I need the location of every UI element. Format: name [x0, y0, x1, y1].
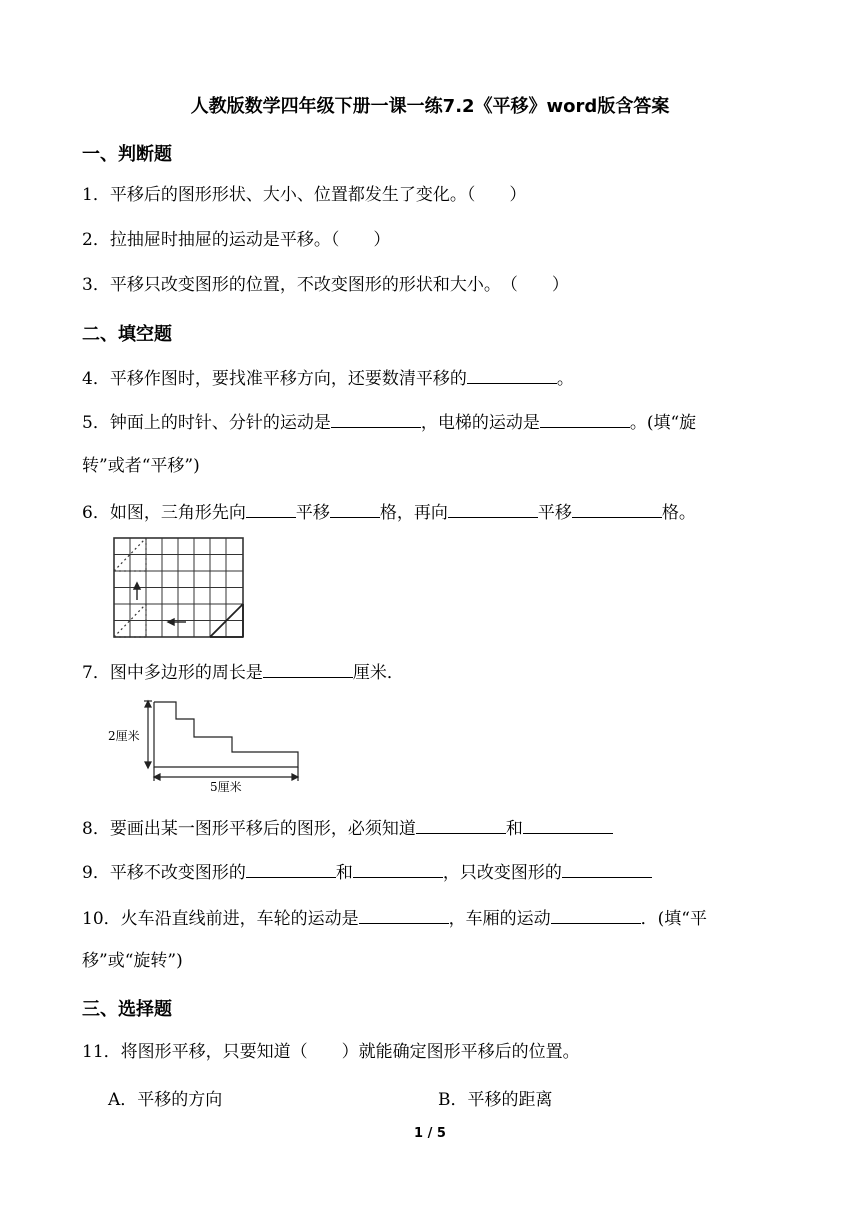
question-text: ，车厢的运动 [448, 909, 551, 929]
question-text: 平移只改变图形的位置，不改变图形的形状和大小。 （ ） [109, 275, 569, 295]
answer-blank[interactable] [246, 499, 296, 518]
section-heading-choice: 三、选择题 [82, 999, 172, 1020]
question-10 [82, 905, 707, 931]
question-text: 如图，三角形先向 [109, 503, 246, 523]
answer-blank[interactable] [448, 499, 538, 518]
width-label: 5厘米 [210, 780, 242, 794]
answer-blank[interactable] [246, 859, 336, 878]
staircase-figure [104, 697, 304, 797]
answer-blank[interactable] [359, 905, 449, 924]
height-label: 2厘米 [108, 729, 140, 743]
question-text: 格。 [661, 503, 696, 523]
question-text: 。 [556, 369, 574, 389]
question-text: 平移 [537, 503, 572, 523]
question-text: 格，再向 [379, 503, 448, 523]
option-b[interactable]: B．平移的距离 [438, 1090, 553, 1110]
section-heading-judgement: 一、判断题 [82, 144, 172, 165]
question-3 [82, 273, 569, 297]
question-number: 1． [82, 185, 110, 205]
question-text: 平移 [295, 503, 330, 523]
question-text: 厘米． [352, 663, 404, 683]
question-text: 平移后的图形形状、大小、位置都发生了变化。（ ） [109, 185, 527, 205]
question-6 [82, 499, 696, 525]
answer-blank[interactable] [572, 499, 662, 518]
question-text: 平移不改变图形的 [109, 863, 246, 883]
answer-blank[interactable] [523, 815, 613, 834]
question-text: 要画出某一图形平移后的图形，必须知道 [109, 819, 416, 839]
question-number: 3． [82, 275, 110, 295]
question-text: 和 [335, 863, 353, 883]
option-a[interactable]: A．平移的方向 [108, 1090, 223, 1110]
question-text: 将图形平移，只要知道（ ）就能确定图形平移后的位置。 [120, 1042, 580, 1062]
answer-blank[interactable] [467, 365, 557, 384]
question-text: 移”或“旋转”) [82, 951, 183, 971]
question-7 [82, 659, 404, 685]
question-text: ，只改变图形的 [442, 863, 562, 883]
left-arrow-icon [168, 619, 186, 625]
question-number: 8． [82, 819, 110, 839]
page-number: 1 / 5 [414, 1126, 446, 1141]
question-number: 11． [82, 1042, 121, 1062]
question-text: 平移作图时，要找准平移方向，还要数清平移的 [109, 369, 467, 389]
answer-blank[interactable] [263, 659, 353, 678]
question-number: 9． [82, 863, 110, 883]
question-2 [82, 228, 390, 252]
question-4 [82, 365, 574, 391]
question-text: 火车沿直线前进，车轮的运动是 [120, 909, 359, 929]
question-text: 钟面上的时针、分针的运动是 [109, 413, 331, 433]
question-11 [82, 1040, 580, 1064]
question-5-continued [82, 454, 200, 478]
question-number: 6． [82, 503, 110, 523]
question-number: 2． [82, 230, 110, 250]
section-heading-fill-in: 二、填空题 [82, 324, 172, 345]
answer-blank[interactable] [562, 859, 652, 878]
answer-blank[interactable] [551, 905, 641, 924]
document-title: 人教版数学四年级下册一课一练7.2《平移》word版含答案 [190, 96, 670, 117]
question-5 [82, 409, 696, 435]
grid-figure [112, 536, 246, 640]
up-arrow-icon [134, 583, 140, 600]
question-1 [82, 183, 526, 207]
question-text: 和 [505, 819, 523, 839]
answer-blank[interactable] [330, 499, 380, 518]
answer-blank[interactable] [353, 859, 443, 878]
question-text: 图中多边形的周长是 [109, 663, 263, 683]
question-text: ．(填“平 [640, 909, 707, 929]
question-number: 7． [82, 663, 110, 683]
question-number: 4． [82, 369, 110, 389]
question-10-continued [82, 949, 183, 973]
question-number: 5． [82, 413, 110, 433]
answer-blank[interactable] [416, 815, 506, 834]
answer-blank[interactable] [331, 409, 421, 428]
question-9 [82, 859, 652, 885]
answer-blank[interactable] [540, 409, 630, 428]
question-text: 转”或者“平移”) [82, 456, 200, 476]
question-8 [82, 815, 613, 841]
question-text: ，电梯的运动是 [420, 413, 540, 433]
question-number: 10． [82, 909, 121, 929]
question-text: 拉抽屉时抽屉的运动是平移。（ ） [109, 230, 391, 250]
question-text: 。(填“旋 [629, 413, 697, 433]
